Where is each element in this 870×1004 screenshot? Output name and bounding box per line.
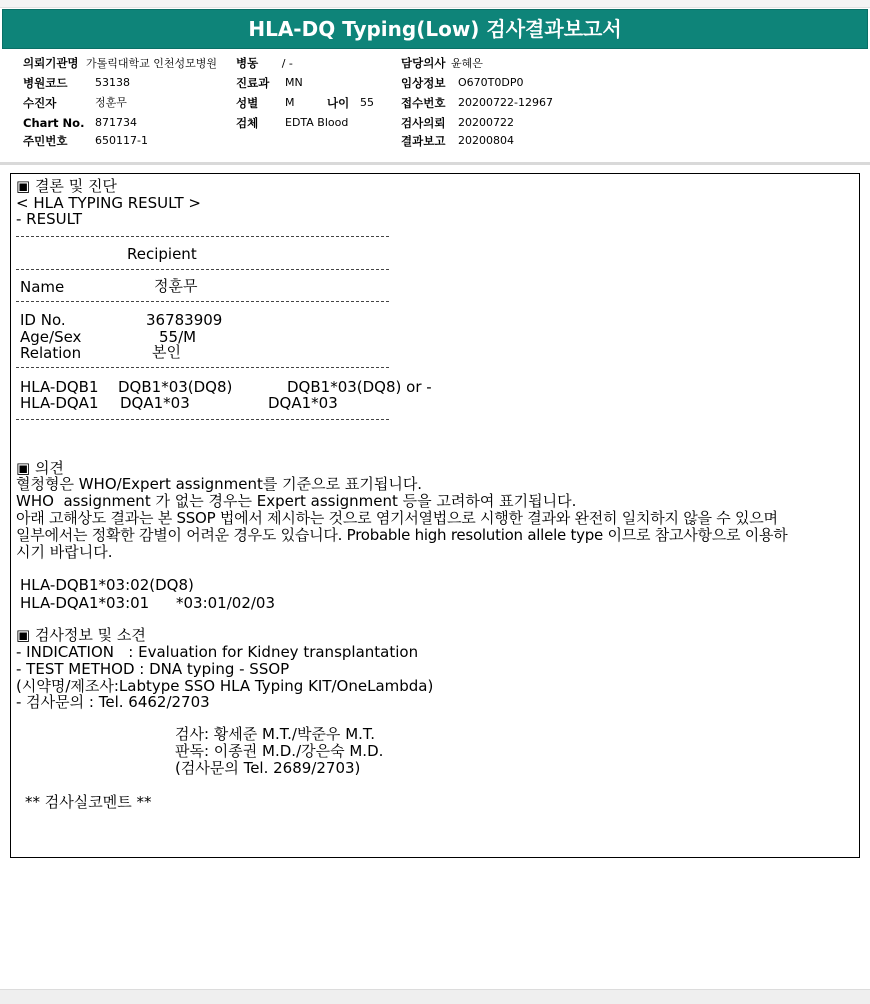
report-date-value: 20200804 (458, 134, 514, 147)
request-date-field (401, 116, 514, 131)
top-toolbar-strip (0, 0, 870, 8)
rrn-label: 주민번호 (23, 134, 68, 148)
typing-result-title: < HLA TYPING RESULT > (16, 194, 201, 212)
ward-field (236, 56, 293, 71)
dashed-divider (16, 367, 389, 368)
test-info-heading: ▣ 검사정보 및 소견 (16, 626, 146, 644)
rrn-field (23, 134, 148, 149)
relation-value: 본인 (152, 343, 181, 361)
dashed-divider (16, 269, 389, 270)
dashed-divider (16, 419, 389, 420)
tester-signature: 검사: 황세준 M.T./박준우 M.T. (175, 725, 376, 743)
doctor-field (401, 56, 483, 71)
specimen-field (236, 116, 349, 131)
relation-label: Relation (20, 344, 82, 362)
opinion-line-1: 혈청형은 WHO/Expert assignment를 기준으로 표기됩니다. (16, 475, 423, 493)
age-sex-label: Age/Sex (20, 328, 82, 346)
institution-field (23, 56, 217, 71)
report-date-field (401, 134, 514, 149)
clinical-info-value: O670T0DP0 (458, 76, 524, 89)
dqa1-allele-2: DQA1*03 (268, 394, 338, 412)
age-value: 55 (360, 96, 374, 109)
opinion-heading: ▣ 의견 (16, 459, 64, 477)
dqa1-allele-1: DQA1*03 (120, 394, 190, 412)
age-field (327, 96, 374, 111)
reader-contact: (검사문의 Tel. 2689/2703) (175, 759, 361, 777)
hires-dqb1: HLA-DQB1*03:02(DQ8) (20, 576, 194, 594)
opinion-line-2: WHO assignment 가 없는 경우는 Expert assignment 등을 고려하여 표기됩니다. (16, 492, 577, 510)
hires-dqa1-allele-2: *03:01/02/03 (176, 594, 276, 612)
id-value: 36783909 (146, 311, 223, 329)
header-divider (0, 162, 870, 165)
test-method-line: - TEST METHOD : DNA typing - SSOP (16, 660, 290, 678)
rrn-value: 650117-1 (95, 134, 148, 147)
sex-label: 성별 (236, 96, 259, 110)
dashed-divider (16, 236, 389, 237)
inquiry-line: - 검사문의 : Tel. 6462/2703 (16, 693, 210, 711)
clinical-info-label: 임상정보 (401, 76, 446, 90)
dept-label: 진료과 (236, 76, 270, 90)
patient-label: 수진자 (23, 96, 57, 110)
institution-value: 가톨릭대학교 인천성모병원 (86, 57, 218, 70)
doctor-label: 담당의사 (401, 56, 446, 70)
doctor-value: 윤혜은 (450, 57, 483, 70)
patient-value: 정훈무 (95, 96, 127, 109)
bottom-status-strip (0, 989, 870, 1004)
clinical-info-field (401, 76, 524, 91)
dqb1-allele-2: DQB1*03(DQ8) or - (287, 378, 432, 396)
result-label: - RESULT (16, 210, 83, 228)
sex-field (236, 96, 295, 111)
dqb1-label: HLA-DQB1 (20, 378, 99, 396)
request-date-label: 검사의뢰 (401, 116, 446, 130)
chart-no-label: Chart No. (23, 116, 85, 130)
conclusion-heading: ▣ 결론 및 진단 (16, 177, 117, 195)
report-date-label: 결과보고 (401, 134, 446, 148)
report-body (10, 173, 860, 858)
hires-dqa1-allele-1: HLA-DQA1*03:01 (20, 594, 150, 612)
name-label: Name (20, 278, 65, 296)
report-title: HLA-DQ Typing(Low) 검사결과보고서 (2, 9, 868, 49)
opinion-line-3: 아래 고해상도 결과는 본 SSOP 법에서 제시하는 것으로 염기서열법으로 시행한 결과와 완전히 일치하지 않을 수 있으며 (16, 509, 778, 527)
opinion-line-4: 일부에서는 정확한 감별이 어려운 경우도 있습니다. Probable high resolution allele type 이므로 참고사항으로 이용하 (16, 526, 788, 544)
hospital-code-label: 병원코드 (23, 76, 68, 90)
receipt-value: 20200722-12967 (458, 96, 553, 109)
dqb1-allele-1: DQB1*03(DQ8) (118, 378, 233, 396)
indication-line: - INDICATION : Evaluation for Kidney transplantation (16, 643, 419, 661)
lab-comment-heading: ** 검사실코멘트 ** (25, 793, 152, 811)
specimen-label: 검체 (236, 116, 259, 130)
receipt-label: 접수번호 (401, 96, 446, 110)
reader-signature: 판독: 이종권 M.D./강은숙 M.D. (175, 742, 384, 760)
specimen-value: EDTA Blood (285, 116, 349, 129)
institution-label: 의뢰기관명 (23, 56, 79, 70)
receipt-field (401, 96, 553, 111)
recipient-header: Recipient (127, 245, 197, 263)
age-sex-value: 55/M (159, 328, 197, 346)
ward-label: 병동 (236, 56, 259, 70)
dashed-divider (16, 301, 389, 302)
chart-no-field (23, 116, 137, 131)
request-date-value: 20200722 (458, 116, 514, 129)
id-label: ID No. (20, 311, 66, 329)
dqa1-label: HLA-DQA1 (20, 394, 99, 412)
name-value: 정훈무 (154, 277, 198, 295)
ward-value: / - (281, 57, 293, 70)
hospital-code-field (23, 76, 130, 91)
reagent-line: (시약명/제조사:Labtype SSO HLA Typing KIT/OneLambda) (16, 677, 434, 695)
dept-field (236, 76, 303, 91)
hospital-code-value: 53138 (95, 76, 130, 89)
sex-value: M (285, 96, 295, 109)
opinion-line-5: 시기 바랍니다. (16, 543, 113, 561)
patient-field (23, 96, 127, 111)
age-label: 나이 (327, 96, 350, 110)
chart-no-value: 871734 (95, 116, 137, 129)
dept-value: MN (285, 76, 303, 89)
